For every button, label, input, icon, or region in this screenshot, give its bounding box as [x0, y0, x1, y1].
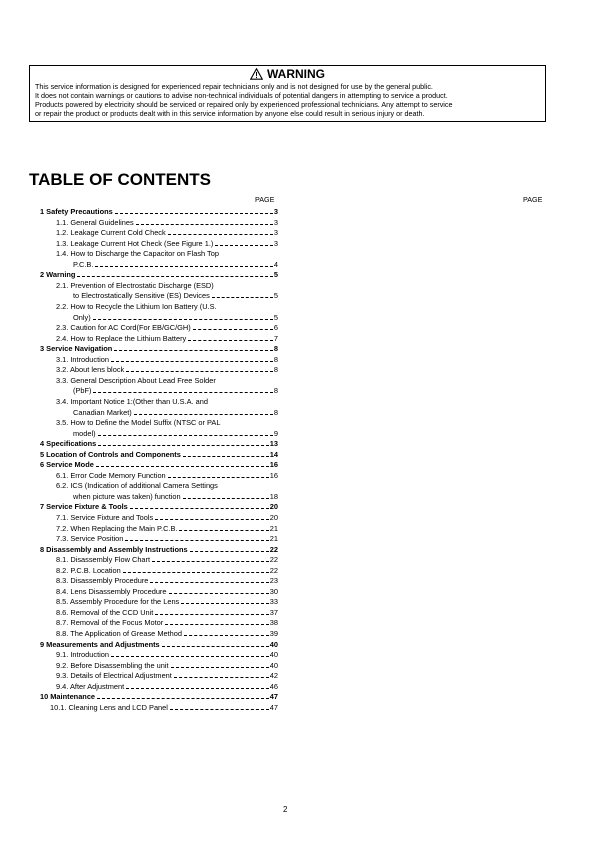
warning-text-line: It does not contain warnings or cautions to advise non-technical individuals of potential dangers in attempting to service a product.	[35, 91, 448, 100]
toc-entry-title: 1.4. How to Discharge the Capacitor on Flash Top	[56, 249, 219, 259]
toc-leader	[165, 624, 269, 625]
toc-entry-continuation[interactable]	[73, 386, 278, 396]
toc-page-number: 3	[273, 238, 278, 248]
toc-page-number: 16	[269, 460, 278, 470]
toc-subsection[interactable]	[56, 418, 278, 428]
toc-subsection[interactable]	[56, 239, 278, 249]
toc-page-number: 46	[269, 681, 278, 691]
toc-page-number: 5	[273, 312, 278, 322]
page-column-header-right: PAGE	[523, 195, 543, 204]
toc-subsection[interactable]	[56, 365, 278, 375]
toc-page-number: 6	[273, 323, 278, 333]
toc-page-number: 37	[269, 607, 278, 617]
toc-leader	[171, 667, 269, 668]
toc-page-number: 9	[273, 428, 278, 438]
toc-section[interactable]	[40, 692, 278, 702]
toc-entry-title: 8.8. The Application of Grease Method	[56, 629, 182, 638]
toc-page-number: 8	[273, 365, 278, 375]
toc-subsection[interactable]	[56, 524, 278, 534]
toc-entry-title: 7.1. Service Fixture and Tools	[56, 513, 154, 522]
toc-entry-title: 6.2. ICS (Indication of additional Camera Settings	[56, 481, 218, 491]
toc-leader	[111, 656, 269, 657]
toc-entry-title: 9.1. Introduction	[56, 650, 110, 660]
toc-entry-title: 1.2. Leakage Current Cold Check	[56, 228, 166, 238]
toc-entry-title: 3.1. Introduction	[56, 354, 110, 364]
toc-subsection[interactable]	[56, 513, 278, 523]
toc-entry-title: 7 Service Fixture & Tools	[40, 502, 128, 512]
toc-leader	[162, 646, 269, 647]
toc-entry-title: 10.1. Cleaning Lens and LCD Panel	[50, 702, 168, 712]
toc-section[interactable]	[40, 439, 278, 449]
toc-page-number: 21	[269, 523, 278, 533]
toc-subsection[interactable]	[56, 355, 278, 365]
toc-entry-title: 1.3. Leakage Current Hot Check (See Figure 1.)	[56, 238, 214, 248]
toc-entry-title-cont: Only)	[73, 312, 91, 322]
toc-subsection[interactable]	[56, 281, 278, 291]
toc-subsection[interactable]	[56, 323, 278, 333]
toc-subsection[interactable]	[56, 481, 278, 491]
toc-page-number: 22	[269, 544, 278, 554]
toc-section[interactable]	[40, 207, 278, 217]
toc-leader	[152, 561, 269, 562]
toc-subsection[interactable]	[50, 703, 278, 713]
toc-leader	[174, 677, 269, 678]
toc-entry-title-cont: model)	[73, 428, 96, 438]
toc-leader	[134, 414, 273, 415]
toc-page-number: 8	[273, 407, 278, 417]
toc-leader	[98, 435, 273, 436]
toc-title: TABLE OF CONTENTS	[29, 170, 211, 189]
toc-subsection[interactable]	[56, 249, 278, 259]
toc-page-number: 18	[269, 491, 278, 501]
toc-subsection[interactable]	[56, 555, 278, 565]
toc-page-number: 40	[269, 660, 278, 670]
toc-leader	[123, 572, 269, 573]
toc-leader	[126, 371, 273, 372]
toc-subsection[interactable]	[56, 618, 278, 628]
toc-subsection[interactable]	[56, 661, 278, 671]
toc-page-number: 21	[269, 534, 278, 544]
toc-entry-continuation[interactable]	[73, 291, 278, 301]
toc-leader	[168, 234, 273, 235]
warning-title-text: WARNING	[267, 67, 325, 81]
toc-page-number: 42	[269, 671, 278, 681]
toc-entry-title: 8.7. Removal of the Focus Motor	[56, 618, 164, 628]
toc-entry-continuation[interactable]	[73, 408, 278, 418]
toc-subsection[interactable]	[56, 534, 278, 544]
toc-leader	[130, 508, 269, 509]
toc-entry-title-cont: Canadian Market)	[73, 407, 132, 417]
toc-page-number: 22	[269, 555, 278, 565]
toc-entry-title: 2.3. Caution for AC Cord(For EB/GC/GH)	[56, 323, 191, 333]
page-number: 2	[283, 805, 288, 814]
toc-subsection[interactable]	[56, 302, 278, 312]
toc-page-number: 47	[269, 692, 278, 702]
toc-entry-title: 3.4. Important Notice 1:(Other than U.S.A. and	[56, 396, 208, 406]
toc-leader	[150, 582, 268, 583]
toc-entry-title: 4 Specifications	[40, 439, 97, 449]
toc-page-number: 13	[269, 439, 278, 449]
toc-section[interactable]	[40, 502, 278, 512]
toc-page-number: 39	[269, 629, 278, 638]
toc-subsection[interactable]	[56, 576, 278, 586]
toc-subsection[interactable]	[56, 566, 278, 576]
toc-subsection[interactable]	[56, 471, 278, 481]
toc-page-number: 16	[269, 470, 278, 480]
toc-section[interactable]	[40, 450, 278, 460]
toc-entry-title: 3.3. General Description About Lead Free Solder	[56, 375, 216, 385]
toc-entry-title-cont: P.C.B.	[73, 259, 94, 269]
toc-section[interactable]	[40, 344, 278, 354]
toc-page-number: 23	[269, 576, 278, 586]
toc-leader	[98, 445, 268, 446]
toc-entry-title-cont: (PbF)	[73, 386, 92, 396]
toc-leader	[136, 224, 273, 225]
toc-leader	[183, 498, 269, 499]
toc-leader	[170, 709, 269, 710]
toc-leader	[77, 276, 272, 277]
toc-subsection[interactable]	[56, 671, 278, 681]
toc-entry-continuation[interactable]	[73, 313, 278, 323]
toc-entry-continuation[interactable]	[73, 492, 278, 502]
toc-entry-continuation[interactable]	[73, 429, 278, 439]
toc-entry-continuation[interactable]	[73, 260, 278, 270]
toc-subsection[interactable]	[56, 334, 278, 344]
toc-page-number: 3	[273, 228, 278, 238]
toc-entry-title: 8.2. P.C.B. Location	[56, 565, 121, 575]
toc-page-number: 38	[269, 618, 278, 628]
toc-leader	[95, 266, 272, 267]
toc-page-number: 3	[273, 207, 278, 216]
toc-entry-title: 9.2. Before Disassembling the unit	[56, 660, 169, 670]
toc-entry-title: 3.2. About lens block	[56, 365, 125, 375]
toc-page-number: 7	[273, 333, 278, 343]
toc-entry-title: 5 Location of Controls and Components	[40, 449, 181, 459]
toc-page-number: 47	[269, 702, 278, 712]
toc-leader	[184, 635, 269, 636]
toc-leader	[96, 466, 269, 467]
toc-page-number: 22	[269, 565, 278, 575]
toc-page-number: 40	[269, 650, 278, 660]
toc-section[interactable]	[40, 640, 278, 650]
toc-entry-title: 9.3. Details of Electrical Adjustment	[56, 671, 172, 681]
toc-entry-title: 6 Service Mode	[40, 460, 94, 470]
toc-subsection[interactable]	[56, 650, 278, 660]
toc-leader	[114, 350, 273, 351]
toc-entry-title: 9 Measurements and Adjustments	[40, 639, 160, 649]
toc-leader	[126, 688, 269, 689]
toc-page-number: 14	[269, 449, 278, 459]
toc-page-number: 20	[269, 502, 278, 512]
toc-leader	[183, 456, 269, 457]
toc-section[interactable]	[40, 460, 278, 470]
toc-page-number: 8	[273, 344, 278, 354]
toc-subsection[interactable]	[56, 218, 278, 228]
toc-leader	[93, 319, 273, 320]
toc-entry-title: 8.3. Disassembly Procedure	[56, 576, 149, 586]
toc-entry-title: 8 Disassembly and Assembly Instructions	[40, 544, 188, 554]
toc-entry-title: 9.4. After Adjustment	[56, 681, 125, 691]
toc-leader	[193, 329, 273, 330]
toc-page-number: 5	[273, 270, 278, 280]
toc-entry-title: 6.1. Error Code Memory Function	[56, 470, 166, 480]
page-column-header-left: PAGE	[255, 195, 275, 204]
toc-entry-title-cont: when picture was taken) function	[73, 491, 181, 501]
toc-subsection[interactable]	[56, 682, 278, 692]
toc-page-number: 4	[273, 259, 278, 269]
toc-page-number: 5	[273, 291, 278, 301]
toc-leader	[181, 603, 269, 604]
toc-entry-title: 8.5. Assembly Procedure for the Lens	[56, 597, 180, 607]
toc-entry-title: 7.2. When Replacing the Main P.C.B.	[56, 523, 178, 533]
toc-leader	[190, 551, 269, 552]
warning-text-line: This service information is designed for experienced repair technicians only and is not designed for use by the general public.	[35, 82, 433, 91]
toc-leader	[155, 614, 268, 615]
toc-subsection[interactable]	[56, 376, 278, 386]
toc-entry-title: 2 Warning	[40, 270, 76, 280]
toc-subsection[interactable]	[56, 228, 278, 238]
toc-leader	[168, 477, 269, 478]
warning-box	[29, 65, 546, 122]
toc-leader	[215, 245, 273, 246]
toc-entry-title: 10 Maintenance	[40, 692, 96, 702]
toc-entry-title: 8.1. Disassembly Flow Chart	[56, 555, 151, 565]
toc-leader	[93, 392, 272, 393]
toc-leader	[179, 530, 268, 531]
toc-leader	[97, 698, 269, 699]
toc-leader	[188, 340, 273, 341]
toc-entry-title: 8.4. Lens Disassembly Procedure	[56, 586, 167, 596]
toc-subsection[interactable]	[56, 629, 278, 639]
toc-entry-title: 3.5. How to Define the Model Suffix (NTSC or PAL	[56, 418, 221, 427]
toc-subsection[interactable]	[56, 597, 278, 607]
toc-entry-title: 2.1. Prevention of Electrostatic Discharge (ESD)	[56, 280, 214, 290]
toc-page-number: 8	[273, 354, 278, 364]
toc-subsection[interactable]	[56, 587, 278, 597]
warning-text-line: Products powered by electricity should be serviced or repaired only by experienced professional technicians. Any attempt to service	[35, 100, 453, 109]
toc-entry-title: 2.2. How to Recycle the Lithium Ion Battery (U.S.	[56, 302, 217, 311]
toc-section[interactable]	[40, 270, 278, 280]
toc-entry-title-cont: to Electrostatically Sensitive (ES) Devices	[73, 291, 210, 301]
toc-leader	[169, 593, 269, 594]
toc-page-number: 30	[269, 586, 278, 596]
toc-entry-title: 3 Service Navigation	[40, 344, 113, 354]
toc-entry-title: 1 Safety Precautions	[40, 207, 113, 216]
toc-page-number: 20	[269, 513, 278, 522]
toc-leader	[212, 297, 273, 298]
warning-title	[30, 67, 545, 81]
toc-entry-title: 8.6. Removal of the CCD Unit	[56, 607, 154, 617]
toc-entry-title: 2.4. How to Replace the Lithium Battery	[56, 333, 187, 343]
toc-leader	[111, 361, 273, 362]
toc-page-number: 8	[273, 386, 278, 396]
toc-leader	[125, 540, 268, 541]
toc-leader	[155, 519, 269, 520]
toc-leader	[115, 213, 273, 214]
toc-subsection[interactable]	[56, 608, 278, 618]
toc-page-number: 40	[269, 639, 278, 649]
toc-page-number: 3	[273, 217, 278, 227]
toc-page-number: 33	[269, 597, 278, 607]
toc-section[interactable]	[40, 545, 278, 555]
warning-triangle-icon	[250, 68, 263, 80]
warning-text-line: or repair the product or products dealt with in this service information by anyone else could result in serious injury or death.	[35, 109, 425, 118]
toc-entry-title: 7.3. Service Position	[56, 534, 124, 544]
toc-entry-title: 1.1. General Guidelines	[56, 217, 134, 227]
toc-subsection[interactable]	[56, 397, 278, 407]
